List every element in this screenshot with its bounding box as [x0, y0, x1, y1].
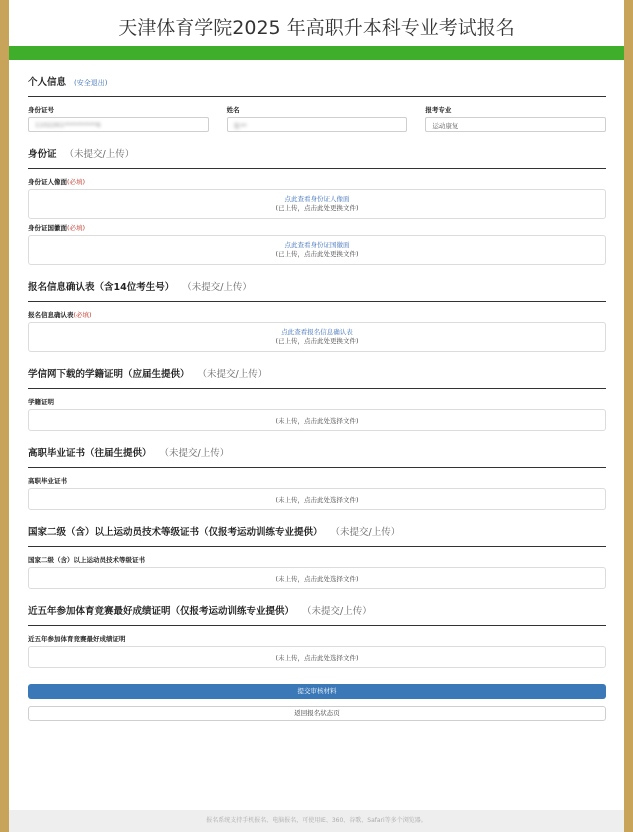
- major-label: 报考专业: [425, 106, 452, 114]
- confirm-form-label: 报名信息确认表: [28, 311, 74, 319]
- right-frame: [624, 0, 633, 832]
- name-input: 张**: [227, 117, 408, 132]
- xuexin-upload[interactable]: [28, 409, 606, 431]
- id-front-upload[interactable]: [28, 189, 606, 219]
- logout-link[interactable]: (安全退出): [74, 79, 108, 87]
- personal-info-heading: [28, 74, 606, 97]
- xuexin-title: 学信网下载的学籍证明（应届生提供）: [28, 369, 190, 380]
- competition-field: [28, 634, 606, 668]
- athlete-cert-title: 国家二级（含）以上运动员技术等级证书（仅报考运动训练专业提供）: [28, 527, 323, 538]
- id-front-view-link[interactable]: 点此查看身份证人像面: [284, 195, 350, 203]
- xuexin-label: 学籍证明: [28, 398, 54, 406]
- diploma-label: 高职毕业证书: [28, 477, 67, 485]
- id-card-title: 身份证: [28, 149, 57, 160]
- id-front-field: [28, 177, 606, 219]
- athlete-cert-heading: [28, 524, 606, 547]
- competition-upload[interactable]: [28, 646, 606, 668]
- id-number-input: 1102261**********6: [28, 117, 209, 132]
- diploma-title: 高职毕业证书（往届生提供）: [28, 448, 152, 459]
- diploma-status: （未提交/上传）: [159, 448, 230, 459]
- athlete-cert-field: [28, 555, 606, 589]
- xuexin-heading: [28, 366, 606, 389]
- back-button[interactable]: 返回报名状态页: [28, 706, 606, 721]
- upload-hint: (未上传，点击此处选择文件): [275, 575, 359, 583]
- required-mark: (必填): [67, 178, 86, 186]
- diploma-upload[interactable]: [28, 488, 606, 510]
- competition-heading: [28, 603, 606, 626]
- major-input: 运动康复: [425, 117, 606, 132]
- confirm-form-heading: [28, 279, 606, 302]
- id-number-label: 身份证号: [28, 106, 54, 114]
- confirm-form-title: 报名信息确认表（含14位考生号）: [28, 282, 175, 293]
- left-frame: [0, 0, 9, 832]
- personal-info-title: 个人信息: [28, 77, 67, 88]
- id-back-view-link[interactable]: 点此查看身份证国徽面: [284, 241, 350, 249]
- upload-hint: (未上传，点击此处选择文件): [275, 654, 359, 662]
- competition-status: （未提交/上传）: [302, 606, 372, 617]
- confirm-form-status: （未提交/上传）: [182, 282, 252, 293]
- confirm-form-upload[interactable]: [28, 322, 606, 352]
- id-back-label: 身份证国徽面: [28, 224, 67, 232]
- xuexin-status: （未提交/上传）: [197, 369, 268, 380]
- id-number-field: [28, 105, 209, 132]
- confirm-form-view-link[interactable]: 点此查看报名信息确认表: [281, 328, 353, 336]
- required-mark: (必填): [73, 311, 92, 319]
- id-back-upload[interactable]: [28, 235, 606, 265]
- main-content: [9, 74, 624, 721]
- personal-info-row: [28, 105, 606, 132]
- id-back-field: [28, 223, 606, 265]
- id-card-status: （未提交/上传）: [64, 149, 135, 160]
- competition-title: 近五年参加体育竞赛最好成绩证明（仅报考运动训练专业提供）: [28, 606, 295, 617]
- athlete-cert-status: （未提交/上传）: [330, 527, 401, 538]
- competition-label: 近五年参加体育竞赛最好成绩证明: [28, 635, 126, 643]
- name-label: 姓名: [226, 106, 240, 114]
- header-bar: [9, 46, 624, 60]
- page-title: 天津体育学院2025 年高职升本科专业考试报名: [118, 17, 515, 39]
- diploma-field: [28, 476, 606, 510]
- diploma-heading: [28, 445, 606, 468]
- upload-hint: (未上传，点击此处选择文件): [275, 417, 359, 425]
- name-field: [227, 105, 408, 132]
- required-mark: (必填): [67, 224, 86, 232]
- submit-button[interactable]: 提交审核材料: [28, 684, 606, 699]
- athlete-cert-label: 国家二级（含）以上运动员技术等级证书: [28, 556, 145, 564]
- upload-hint: (未上传，点击此处选择文件): [275, 496, 359, 504]
- major-field: [425, 105, 606, 132]
- upload-hint: (已上传，点击此处更换文件): [275, 250, 359, 258]
- xuexin-field: [28, 397, 606, 431]
- id-card-heading: [28, 146, 606, 169]
- page: [9, 0, 624, 832]
- athlete-cert-upload[interactable]: [28, 567, 606, 589]
- footer-note: 报名系统支持手机报名、电脑报名，可使用IE、360、谷歌、Safari等多个浏览器。: [9, 810, 624, 832]
- upload-hint: (已上传，点击此处更换文件): [275, 204, 359, 212]
- confirm-form-field: [28, 310, 606, 352]
- upload-hint: (已上传，点击此处更换文件): [275, 337, 359, 345]
- id-front-label: 身份证人像面: [28, 178, 67, 186]
